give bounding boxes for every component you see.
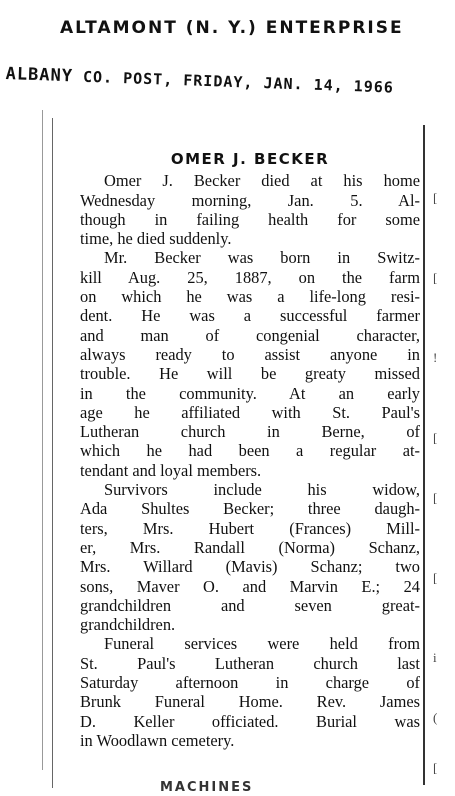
obituary-body [80,171,420,750]
text-line: St. Paul's Lutheran church last [80,653,420,673]
text-line: Mrs. Willard (Mavis) Schanz; two [80,557,420,577]
text-line: trouble. He will be greaty missed [80,364,420,384]
dateline-place: ALBANY [5,64,74,87]
adjacent-column-fragment: [ [ ! [ [ [ i ( [ [433,190,438,775]
text-line: Funeral services were held from [104,634,420,654]
text-line: Mr. Becker was born in Switz- [104,248,420,268]
text-line: Ada Shultes Becker; three daugh- [80,499,420,519]
column-rule-right [423,125,425,785]
next-article-fragment: MACHINES [160,780,254,795]
obituary-paragraph [80,171,420,248]
dateline [5,64,445,99]
text-line: grandchildren. [80,615,176,635]
text-line: ters, Mrs. Hubert (Frances) Mill- [80,518,420,538]
dateline-text: CO. POST, FRIDAY, JAN. 14, 1966 [82,67,395,97]
text-line: on which he was a life-long resi- [80,287,420,307]
text-line: and man of congenial character, [80,325,420,345]
text-line: er, Mrs. Randall (Norma) Schanz, [80,537,420,557]
newspaper-masthead: ALTAMONT (N. Y.) ENTERPRISE [60,18,404,38]
text-line: age he affiliated with St. Paul's [80,402,420,422]
text-line: grandchildren and seven great- [80,595,420,615]
text-line: Brunk Funeral Home. Rev. James [80,692,420,712]
text-line: time, he died suddenly. [80,229,232,249]
text-line: Survivors include his widow, [104,480,420,500]
column-rule-left [52,118,53,788]
text-line: dent. He was a successful farmer [80,306,420,326]
obituary-clipping [80,150,420,750]
text-line: in Woodlawn cemetery. [80,730,235,750]
obituary-paragraph [80,480,420,634]
text-line: Saturday afternoon in charge of [80,673,420,693]
text-line: kill Aug. 25, 1887, on the farm [80,267,420,287]
obituary-title: OMER J. BECKER [170,150,330,168]
text-line: Wednesday morning, Jan. 5. Al- [80,190,420,210]
text-line: D. Keller officiated. Burial was [80,711,420,731]
obituary-paragraph [80,634,420,750]
text-line: always ready to assist anyone in [80,344,420,364]
text-line: sons, Maver O. and Marvin E.; 24 [80,576,420,596]
text-line: Lutheran church in Berne, of [80,422,420,442]
obituary-paragraph [80,248,420,480]
column-rule-left-outer [42,110,43,770]
text-line: which he had been a regular at- [80,441,420,461]
text-line: though in failing health for some [80,209,420,229]
text-line: tendant and loyal members. [80,460,262,480]
text-line: in the community. At an early [80,383,420,403]
text-line: Omer J. Becker died at his home [104,171,420,191]
